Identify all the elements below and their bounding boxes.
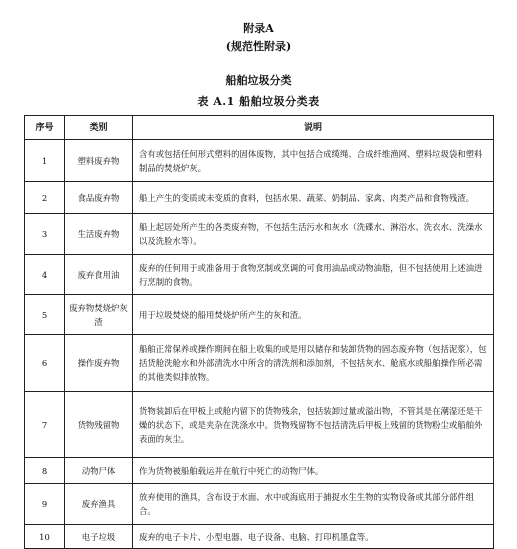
row-number: 6 — [25, 335, 65, 392]
table-row — [25, 214, 494, 255]
row-category: 生活废弃物 — [65, 214, 133, 255]
row-category: 操作废弃物 — [65, 335, 133, 392]
row-description: 船舶正常保养或操作期间在船上收集的或是用以储存和装卸货物的固态废弃物（包括泥浆），包括货舱洗舱水和外部清洗水中所含的清洗剂和添加剂，不包括灰水、舱底水或船舶操作所必需的其他类似排放物。 — [133, 335, 494, 392]
header-number: 序号 — [25, 116, 65, 140]
garbage-classification-table — [24, 115, 494, 549]
header-description: 说明 — [133, 116, 494, 140]
row-number: 5 — [25, 295, 65, 335]
table-row — [25, 525, 494, 549]
header-category: 类别 — [65, 116, 133, 140]
row-category: 货物残留物 — [65, 392, 133, 458]
row-description: 废弃的电子卡片、小型电器、电子设备、电脑、打印机墨盒等。 — [133, 525, 494, 549]
table-row — [25, 255, 494, 295]
row-description: 废弃的任何用于或准备用于食物烹制或烹调的可食用油品或动物油脂，但不包括使用上述油进行烹制的食物。 — [133, 255, 494, 295]
appendix-normative-note: (规范性附录) — [225, 40, 292, 53]
row-description: 货物装卸后在甲板上或舱内留下的货物残余，包括装卸过量或溢出物，不管其是在潮湿还是干燥的状态下，或是夹杂在洗涤水中。货物残留物不包括清洗后甲板上残留的货物粉尘或船舶外表面的灰尘。 — [133, 392, 494, 458]
row-number: 2 — [25, 182, 65, 214]
row-category: 塑料废弃物 — [65, 140, 133, 182]
row-description: 船上起居处所产生的各类废弃物，不包括生活污水和灰水（洗碟水、淋浴水、洗衣水、洗澡水以及洗脸水等）。 — [133, 214, 494, 255]
table-row — [25, 392, 494, 458]
row-number: 4 — [25, 255, 65, 295]
row-category: 食品废弃物 — [65, 182, 133, 214]
table-row — [25, 484, 494, 525]
table-row — [25, 182, 494, 214]
table-title: 表 A.1 船舶垃圾分类表 — [197, 95, 320, 108]
row-number: 10 — [25, 525, 65, 549]
row-description: 船上产生的变质或未变质的食料，包括水果、蔬菜、奶制品、家禽、肉类产品和食物残渣。 — [133, 182, 494, 214]
row-description: 用于垃圾焚烧的船用焚烧炉所产生的灰和渣。 — [133, 295, 494, 335]
row-category: 电子垃圾 — [65, 525, 133, 549]
row-description: 作为货物被船舶载运并在航行中死亡的动物尸体。 — [133, 458, 494, 484]
row-category: 废弃物焚烧炉灰渣 — [65, 295, 133, 335]
table-row — [25, 140, 494, 182]
row-number: 3 — [25, 214, 65, 255]
table-row — [25, 295, 494, 335]
row-description: 放弃使用的渔具，含布设于水面、水中或海底用于捕捉水生生物的实物设备或其部分部件组合。 — [133, 484, 494, 525]
table-row — [25, 458, 494, 484]
row-category: 废弃食用油 — [65, 255, 133, 295]
row-number: 7 — [25, 392, 65, 458]
row-number: 1 — [25, 140, 65, 182]
row-category: 废弃渔具 — [65, 484, 133, 525]
table-row — [25, 335, 494, 392]
row-category: 动物尸体 — [65, 458, 133, 484]
row-number: 9 — [25, 484, 65, 525]
row-description: 含有或包括任何形式塑料的固体废物，其中包括合成缆绳、合成纤维渔网、塑料垃圾袋和塑料制品的焚烧炉灰。 — [133, 140, 494, 182]
section-title: 船舶垃圾分类 — [225, 74, 292, 87]
row-number: 8 — [25, 458, 65, 484]
table-header-row — [25, 116, 494, 140]
appendix-label: 附录A — [243, 22, 274, 35]
